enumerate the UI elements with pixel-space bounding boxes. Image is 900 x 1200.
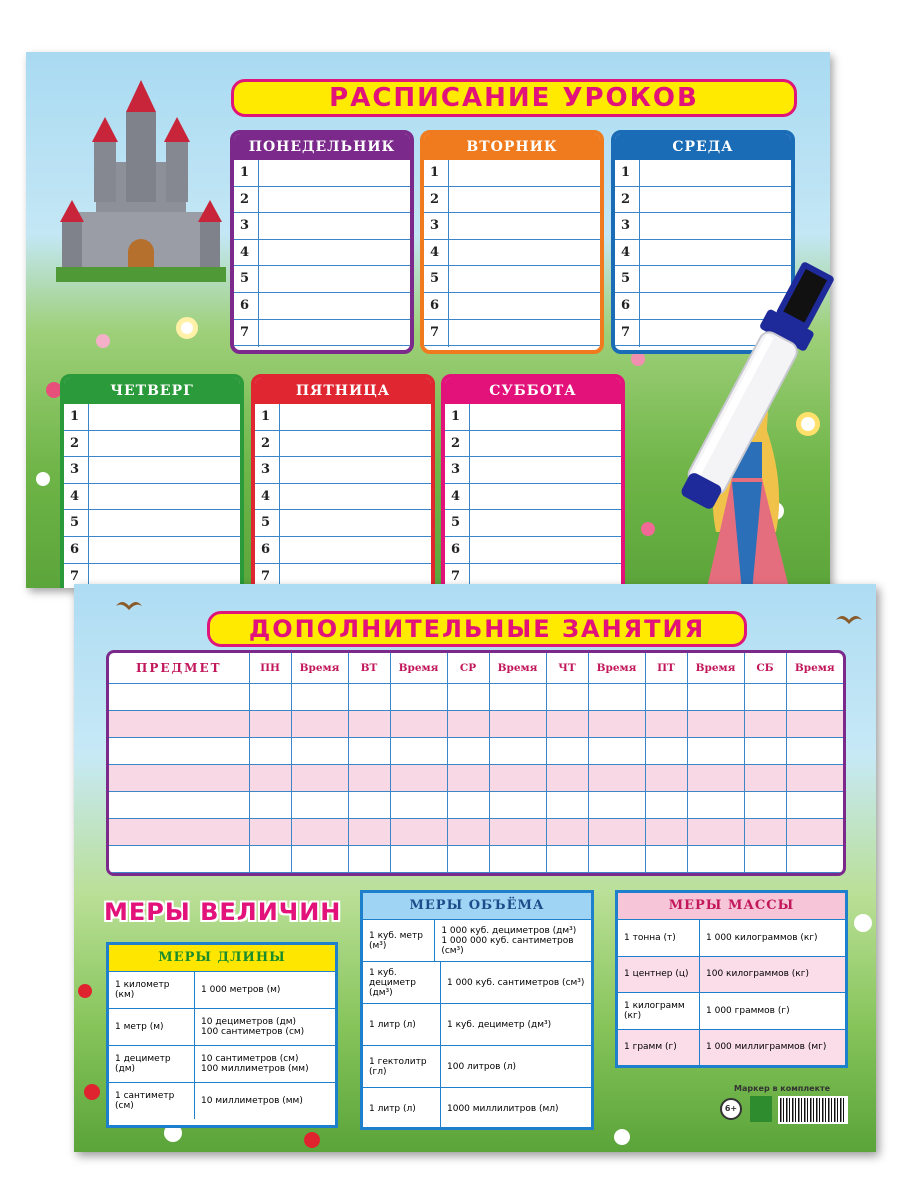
- lesson-row[interactable]: 3: [424, 213, 600, 240]
- lesson-row[interactable]: 3: [445, 457, 621, 484]
- lesson-rows: [424, 160, 600, 350]
- unit-cell: 1 литр (л): [363, 1088, 441, 1129]
- value-line: 1 000 метров (м): [201, 985, 281, 995]
- column-header: ПРЕДМЕТ: [109, 653, 249, 683]
- table-row[interactable]: [109, 818, 843, 845]
- unit-cell: 1 килограмм (кг): [618, 993, 700, 1029]
- lesson-row[interactable]: 4: [255, 484, 431, 511]
- lesson-rows: [64, 404, 240, 588]
- value-cell: [195, 1046, 315, 1082]
- value-line: 10 миллиметров (мм): [201, 1096, 303, 1106]
- table-title: МЕРЫ ОБЪЁМА: [363, 893, 591, 919]
- table-row: [363, 961, 591, 1003]
- table-row: [109, 1082, 335, 1119]
- column-header: ПН: [249, 653, 291, 683]
- table-row: [618, 919, 845, 956]
- bird-icon: [114, 596, 144, 616]
- table-row: [618, 1029, 845, 1066]
- lesson-row[interactable]: 6: [445, 537, 621, 564]
- unit-cell: 1 километр (км): [109, 972, 195, 1008]
- princess-illustration: [686, 382, 806, 588]
- unit-cell: 1 гектолитр (гл): [363, 1046, 441, 1087]
- value-line: 100 литров (л): [447, 1061, 517, 1072]
- flower-icon: [631, 352, 645, 366]
- lesson-row[interactable]: 6: [424, 293, 600, 320]
- column-header: СР: [447, 653, 489, 683]
- lesson-row[interactable]: 4: [615, 240, 791, 267]
- unit-cell: 1 тонна (т): [618, 920, 700, 956]
- lesson-rows: [445, 404, 621, 588]
- unit-cell: 1 грамм (г): [618, 1030, 700, 1066]
- mass-measures-table: [615, 890, 848, 1068]
- lesson-row[interactable]: 7: [615, 320, 791, 347]
- lesson-row[interactable]: 6: [255, 537, 431, 564]
- lesson-row[interactable]: 5: [615, 266, 791, 293]
- volume-measures-table: [360, 890, 594, 1130]
- value-cell: [441, 962, 590, 1003]
- lesson-row[interactable]: 2: [445, 431, 621, 458]
- value-cell: [441, 1046, 522, 1087]
- day-title: ПЯТНИЦА: [255, 378, 431, 404]
- column-header: СБ: [744, 653, 786, 683]
- poppy-icon: [304, 1132, 320, 1148]
- table-row: [109, 1045, 335, 1082]
- bird-icon: [834, 610, 864, 630]
- daisy-icon: [614, 1129, 630, 1145]
- lesson-row[interactable]: 2: [424, 187, 600, 214]
- table-row[interactable]: [109, 683, 843, 710]
- column-header: Время: [291, 653, 348, 683]
- lesson-row[interactable]: 6: [615, 293, 791, 320]
- value-cell: [441, 1004, 557, 1045]
- table-row: [363, 1087, 591, 1129]
- table-title: МЕРЫ ДЛИНЫ: [109, 945, 335, 971]
- unit-cell: 1 сантиметр (см): [109, 1083, 195, 1119]
- value-line: 100 миллиметров (мм): [201, 1064, 309, 1074]
- day-title: ЧЕТВЕРГ: [64, 378, 240, 404]
- table-row[interactable]: [109, 737, 843, 764]
- lesson-row[interactable]: 1: [424, 160, 600, 187]
- column-header: ВТ: [348, 653, 390, 683]
- lesson-row[interactable]: 7: [234, 320, 410, 347]
- day-title: СРЕДА: [615, 134, 791, 160]
- lesson-row[interactable]: 7: [445, 564, 621, 588]
- value-cell: [700, 957, 815, 993]
- schedule-title: РАСПИСАНИЕ УРОКОВ: [231, 79, 797, 117]
- unit-cell: 1 дециметр (дм): [109, 1046, 195, 1082]
- table-row[interactable]: [109, 845, 843, 872]
- day-card-saturday: [441, 374, 625, 588]
- extra-lessons-title: ДОПОЛНИТЕЛЬНЫЕ ЗАНЯТИЯ: [207, 611, 747, 647]
- table-row[interactable]: [109, 791, 843, 818]
- unit-cell: 1 литр (л): [363, 1004, 441, 1045]
- value-line: 100 килограммов (кг): [706, 969, 809, 980]
- table-row: [363, 1003, 591, 1045]
- value-line: 10 сантиметров (см): [201, 1054, 299, 1064]
- day-card-wednesday: [611, 130, 795, 354]
- value-line: 100 сантиметров (см): [201, 1027, 305, 1037]
- column-header: Время: [687, 653, 744, 683]
- unit-cell: 1 куб. дециметр (дм³): [363, 962, 441, 1003]
- value-cell: [441, 1088, 565, 1129]
- value-cell: [195, 972, 286, 1008]
- value-cell: [700, 920, 824, 956]
- column-header: ЧТ: [546, 653, 588, 683]
- day-title: ПОНЕДЕЛЬНИК: [234, 134, 410, 160]
- unit-cell: 1 куб. метр (м³): [363, 920, 435, 961]
- value-line: 1 000 граммов (г): [706, 1005, 790, 1016]
- lesson-row[interactable]: 3: [234, 213, 410, 240]
- day-title: СУББОТА: [445, 378, 621, 404]
- age-rating-badge: 6+: [720, 1098, 742, 1120]
- poppy-icon: [84, 1084, 100, 1100]
- day-title: ВТОРНИК: [424, 134, 600, 160]
- day-card-monday: [230, 130, 414, 354]
- lesson-row[interactable]: 1: [64, 404, 240, 431]
- table-row: [363, 919, 591, 961]
- lesson-row[interactable]: 3: [255, 457, 431, 484]
- lesson-row[interactable]: 4: [424, 240, 600, 267]
- table-row[interactable]: [109, 710, 843, 737]
- lesson-row[interactable]: 6: [64, 537, 240, 564]
- table-row: [618, 956, 845, 993]
- marker-included-note: Маркер в комплекте: [734, 1084, 831, 1093]
- castle-illustration: [56, 72, 226, 282]
- extra-lessons-board: [74, 584, 876, 1152]
- table-row: [618, 992, 845, 1029]
- lesson-row[interactable]: 3: [64, 457, 240, 484]
- unit-cell: 1 метр (м): [109, 1009, 195, 1045]
- flower-icon: [641, 522, 655, 536]
- column-header: ПТ: [645, 653, 687, 683]
- daisy-icon: [854, 914, 872, 932]
- day-card-friday: [251, 374, 435, 588]
- lesson-row[interactable]: 2: [255, 431, 431, 458]
- lesson-row[interactable]: 3: [615, 213, 791, 240]
- length-measures-table: [106, 942, 338, 1128]
- lesson-row[interactable]: 6: [234, 293, 410, 320]
- lesson-row[interactable]: 1: [615, 160, 791, 187]
- daisy-icon: [36, 472, 50, 486]
- value-line: 1 000 килограммов (кг): [706, 932, 818, 943]
- value-cell: [195, 1083, 309, 1119]
- unit-cell: 1 центнер (ц): [618, 957, 700, 993]
- lesson-row[interactable]: 1: [234, 160, 410, 187]
- column-header: Время: [489, 653, 546, 683]
- lesson-row[interactable]: 1: [445, 404, 621, 431]
- column-header: Время: [390, 653, 447, 683]
- lesson-row[interactable]: 4: [445, 484, 621, 511]
- table-row: [109, 971, 335, 1008]
- lesson-rows: [255, 404, 431, 588]
- measures-title: МЕРЫ ВЕЛИЧИН: [104, 898, 342, 926]
- poppy-icon: [78, 984, 92, 998]
- lesson-row[interactable]: 2: [64, 431, 240, 458]
- day-card-tuesday: [420, 130, 604, 354]
- lesson-row[interactable]: 5: [445, 510, 621, 537]
- table-row: [109, 1008, 335, 1045]
- lesson-row[interactable]: 5: [64, 510, 240, 537]
- lesson-row[interactable]: 5: [255, 510, 431, 537]
- value-line: 1 куб. дециметр (дм³): [447, 1019, 552, 1030]
- day-card-thursday: [60, 374, 244, 588]
- column-header: Время: [588, 653, 645, 683]
- lesson-row[interactable]: 5: [234, 266, 410, 293]
- table-row[interactable]: [109, 764, 843, 791]
- table-header: [109, 653, 843, 683]
- lesson-row[interactable]: 7: [424, 320, 600, 347]
- lesson-row[interactable]: 4: [234, 240, 410, 267]
- lesson-rows: [234, 160, 410, 350]
- table-row: [363, 1045, 591, 1087]
- value-line: 10 дециметров (дм): [201, 1017, 297, 1027]
- lesson-row[interactable]: 7: [64, 564, 240, 588]
- lesson-row[interactable]: 2: [234, 187, 410, 214]
- column-header: Время: [786, 653, 843, 683]
- daisy-icon: [176, 317, 198, 339]
- barcode-icon: [778, 1096, 848, 1124]
- value-cell: [195, 1009, 310, 1045]
- value-line: 1000 миллилитров (мл): [447, 1103, 559, 1114]
- flower-icon: [96, 334, 110, 348]
- publisher-logo-icon: [750, 1096, 772, 1122]
- copyright-fine-print: [620, 1078, 720, 1085]
- value-line: 1 000 куб. дециметров (дм³): [441, 925, 577, 936]
- lesson-rows: [615, 160, 791, 350]
- lesson-row[interactable]: 4: [64, 484, 240, 511]
- value-cell: [435, 920, 591, 961]
- value-line: 1 000 куб. сантиметров (см³): [447, 977, 585, 988]
- value-line: 1 000 000 куб. сантиметров (см³): [441, 935, 574, 956]
- value-cell: [700, 1030, 832, 1066]
- lesson-row[interactable]: 7: [255, 564, 431, 588]
- value-cell: [700, 993, 796, 1029]
- lesson-schedule-board: [26, 52, 830, 588]
- value-line: 1 000 миллиграммов (мг): [706, 1042, 827, 1053]
- table-title: МЕРЫ МАССЫ: [618, 893, 845, 919]
- lesson-row[interactable]: 2: [615, 187, 791, 214]
- extra-lessons-table: [106, 650, 846, 876]
- lesson-row[interactable]: 1: [255, 404, 431, 431]
- lesson-row[interactable]: 5: [424, 266, 600, 293]
